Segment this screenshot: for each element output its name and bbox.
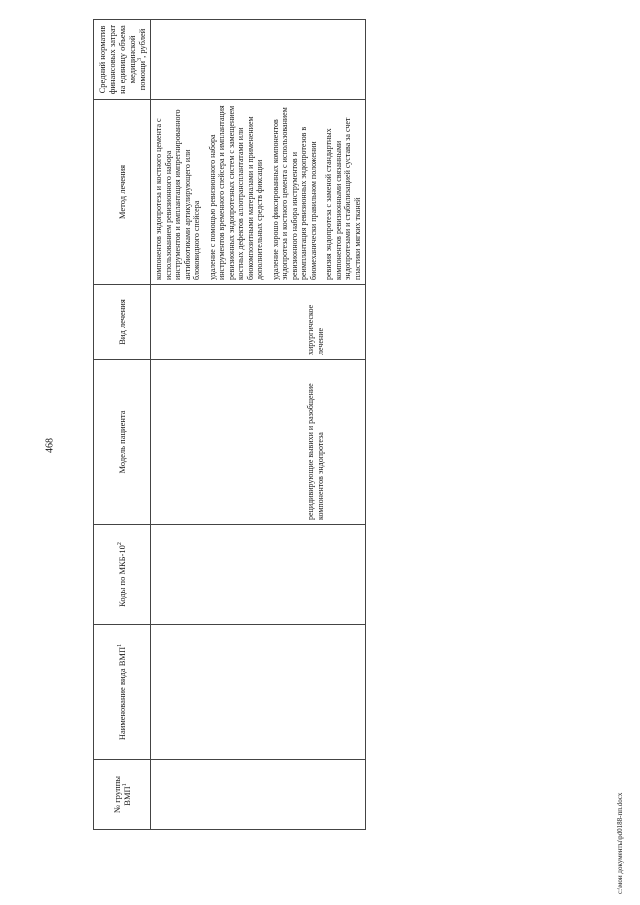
page-number: 468 (44, 438, 56, 453)
cell-group-no (151, 760, 366, 830)
cell-treatment-type (151, 285, 366, 360)
rotated-table-container (93, 20, 362, 830)
row-1-patient-model: рецидивирующие вывихи и разобщение компонентов эндопротеза (306, 383, 325, 520)
header-group-no: № группы ВМП$^1$ (94, 760, 151, 830)
cell-patient-model (151, 360, 366, 525)
header-patient-model: Модель пациента (94, 360, 151, 525)
row-1-method-1: ревизия эндопротеза с заменой стандартных компонентов ревизионными связанными эндопротезами и стабилизацией сустава за счет пластики мягких тканей (324, 117, 362, 280)
header-mkb-codes: Коды по МКБ-$10^2$ (94, 525, 151, 625)
header-vmp-name: Наименование вида ВМП$^1$ (94, 625, 151, 760)
cell-mkb-codes (151, 525, 366, 625)
header-treatment-type: Вид лечения (94, 285, 151, 360)
footer-file-path: c:\мои документы\pd0188-пп.docx (616, 792, 624, 894)
row-0-method-0: компонентов эндопротеза и костного цемента с использованием ревизионного набора инструментов и имплантация импрегнированного антибиотиками артикулирующего или блоковидного спейсера (154, 109, 201, 280)
row-1-method-0: удаление хорошо фиксированных компонентов эндопротеза и костного цемента с использованием ревизионного набора инструментов и реимплантация ревизионных эндопротезов в биомеханически правильном положении (270, 107, 318, 280)
vmp-table (93, 19, 366, 830)
cell-treatment-method (151, 100, 366, 285)
header-cost-norm: Средний норматив финансовых затрат на единицу объема медицинской помощи$^3$, рублей (94, 20, 151, 100)
table-header-row (94, 20, 151, 830)
header-treatment-method: Метод лечения (94, 100, 151, 285)
cell-cost-norm (151, 20, 366, 100)
cell-vmp-name (151, 625, 366, 760)
row-1-treatment-type: хирургическое лечение (306, 304, 325, 355)
table-row (151, 20, 366, 830)
row-0-method-1: удаление с помощью ревизионного набора инструментов временного спейсера и имплантация ревизионных эндопротезных систем с замещением костных дефектов аллотрансплантатами или биокомпозитными материалами и применением дополнительных средств фиксации (207, 105, 264, 280)
